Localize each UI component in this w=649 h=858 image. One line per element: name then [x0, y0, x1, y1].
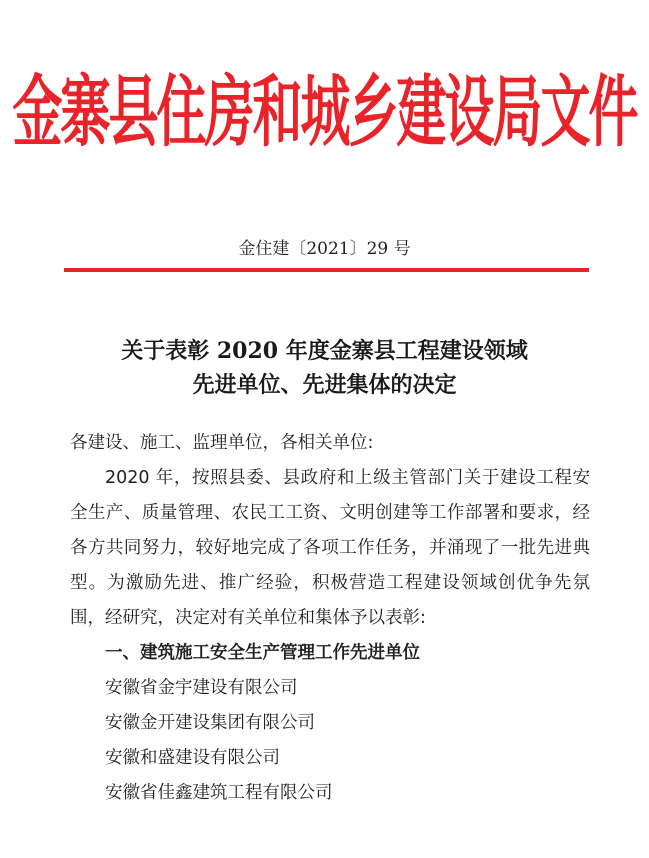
list-item: 安徽金开建设集团有限公司: [105, 713, 315, 733]
red-divider-line: [64, 268, 589, 272]
masthead-text: 金寨县住房和城乡建设局文件: [12, 67, 637, 157]
salutation: 各建设、施工、监理单位，各相关单位:: [70, 433, 374, 453]
document-body: [70, 426, 590, 811]
document-title-line-1: 关于表彰 2020 年度金寨县工程建设领域: [121, 338, 528, 364]
body-paragraph: 2020 年，按照县委、县政府和上级主管部门关于建设工程安全生产、质量管理、农民工工资、文明创建等工作部署和要求，经各方共同努力，较好地完成了各项工作任务，并涌现了一批先进典型。为激励先进、推广经验，积极营造工程建设领域创优争先氛围，经研究，决定对有关单位和集体予以表彰:: [70, 468, 590, 628]
document-masthead: [0, 62, 649, 162]
document-title-line-2: 先进单位、先进集体的决定: [192, 372, 457, 398]
section-heading: 一、建筑施工安全生产管理工作先进单位: [105, 643, 420, 663]
list-item: 安徽省金宇建设有限公司: [105, 678, 298, 698]
list-item: 安徽和盛建设有限公司: [105, 748, 280, 768]
document-number: 金住建〔2021〕29 号: [238, 239, 411, 259]
list-item: 安徽省佳鑫建筑工程有限公司: [105, 783, 333, 803]
